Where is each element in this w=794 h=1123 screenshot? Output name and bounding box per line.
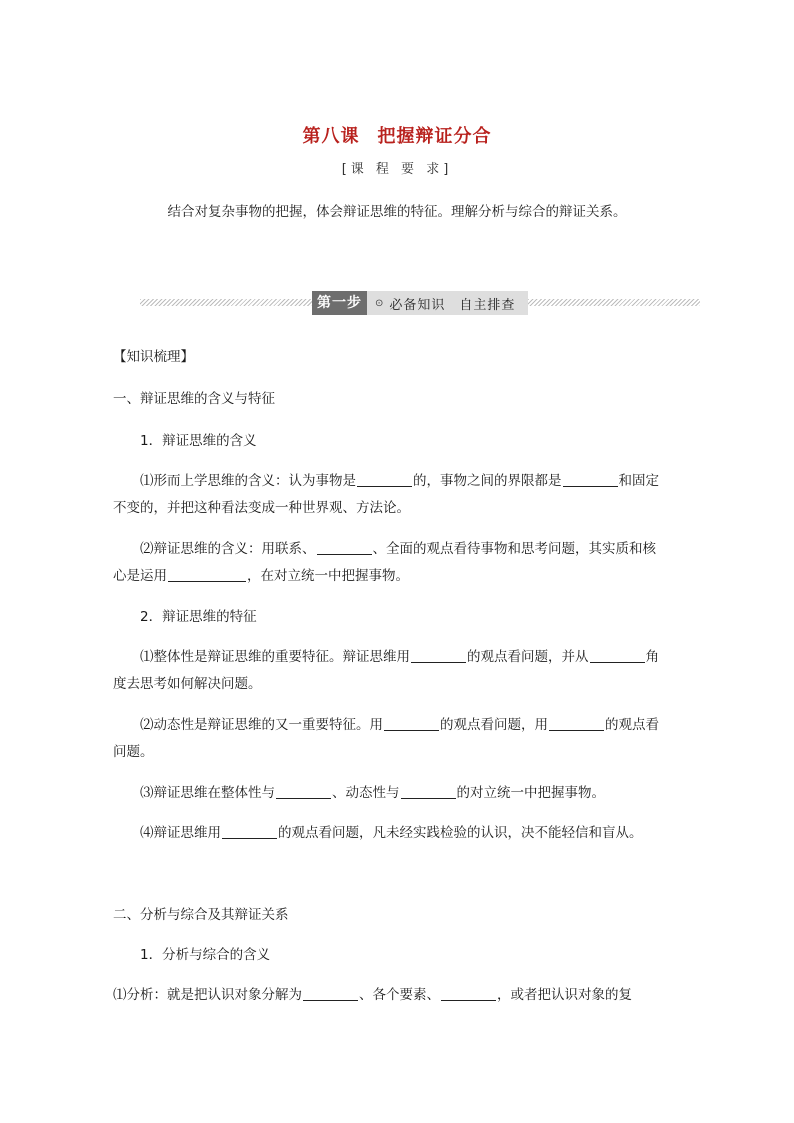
blank-field [549,715,604,731]
blank-field [357,471,412,487]
blank-field [317,539,372,555]
paragraph-6: ⑷辩证思维用 的观点看问题，凡未经实践检验的认识，决不能轻信和盲从。 [140,825,643,841]
paragraph-2: ⑵辩证思维的含义：用联系、 、全面的观点看待事物和思考问题，其实质和核 心是运用 ，在对立统一中把握事物。 [113,541,656,584]
blank-field [384,715,439,731]
blank-field [276,783,331,799]
blank-field [563,471,618,487]
section-heading-2: 二、分析与综合及其辩证关系 [113,907,289,923]
banner-stripe-left [140,299,312,306]
blank-field [590,647,645,663]
paragraph-4: ⑵动态性是辩证思维的又一重要特征。用 的观点看问题，用 的观点看 问题。 [113,717,659,760]
subsection-heading-1-1: 1．辩证思维的含义 [140,433,257,449]
knowledge-heading: 【知识梳理】 [113,349,194,365]
course-requirements-label: [课 程 要 求] [341,162,453,177]
subsection-heading-2-1: 1．分析与综合的含义 [140,947,271,963]
paragraph-1: ⑴形而上学思维的含义：认为事物是 的，事物之间的界限都是 和固定 不变的，并把这种看法变成一种世界观、方法论。 [113,473,659,516]
blank-field [303,985,358,1001]
blank-field [441,985,496,1001]
banner-stripe-right [528,299,700,306]
banner-text: 必备知识 自主排查 [389,297,516,313]
paragraph-3: ⑴整体性是辩证思维的重要特征。辩证思维用 的观点看问题，并从 角 度去思考如何解决问题。 [113,649,659,692]
subsection-heading-1-2: 2．辩证思维的特征 [140,609,257,625]
paragraph-5: ⑶辩证思维在整体性与 、动态性与 的对立统一中把握事物。 [140,785,605,801]
section-heading-1: 一、辩证思维的含义与特征 [113,391,275,407]
blank-field [401,783,456,799]
blank-field [222,823,277,839]
course-requirements-text: 结合对复杂事物的把握，体会辩证思维的特征。理解分析与综合的辩证关系。 [167,204,627,220]
page-title [0,122,794,148]
blank-field [168,566,246,582]
step-banner [140,291,700,315]
lesson-title: 把握辩证分合 [377,126,492,147]
paragraph-7: ⑴分析：就是把认识对象分解为 、各个要素、 ，或者把认识对象的复 [113,987,632,1003]
blank-field [411,647,466,663]
banner-label [312,291,528,315]
lesson-number: 第八课 [302,126,360,147]
bullet-icon: ⊙ [375,297,384,309]
step-number: 第一步 [312,291,367,315]
